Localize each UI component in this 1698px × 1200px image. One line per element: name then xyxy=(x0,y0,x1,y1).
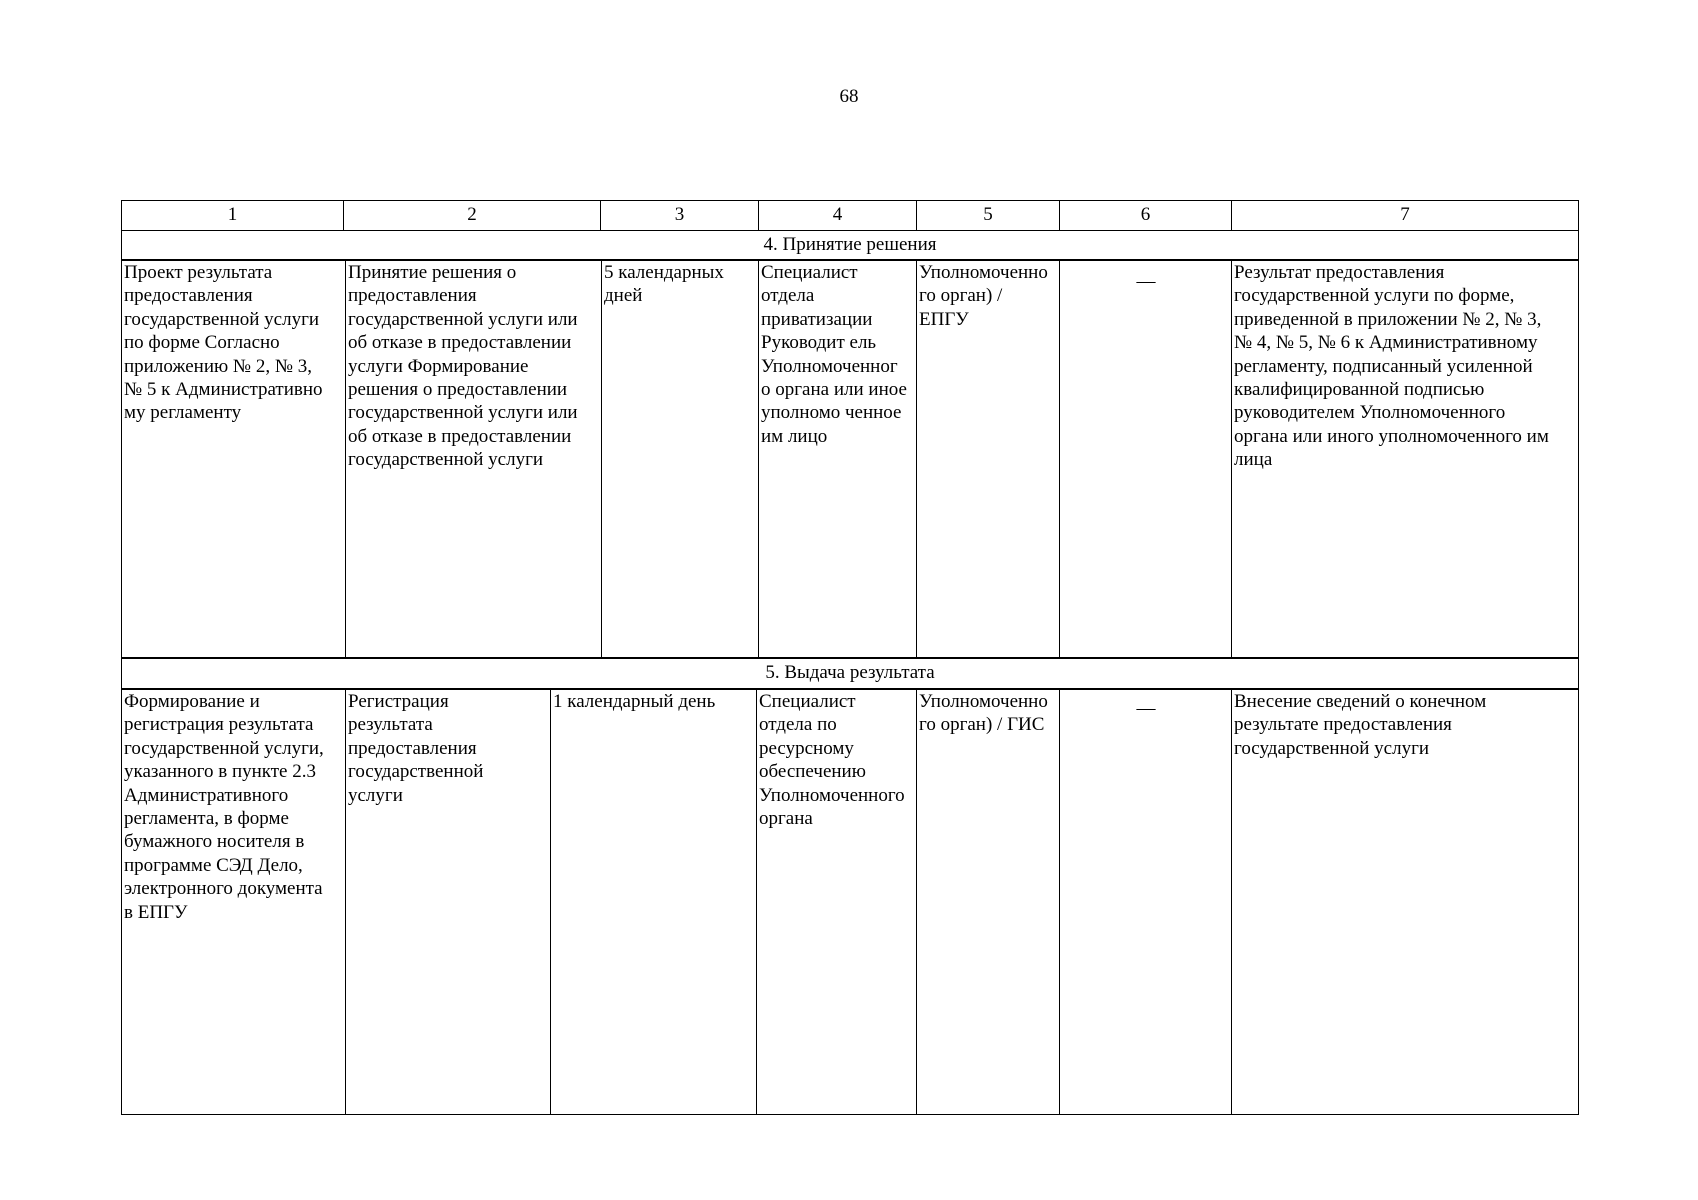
page-number: 68 xyxy=(839,86,859,107)
cell-outcome: Внесение сведений о конечном результате предоставления государственной услуги xyxy=(1231,688,1579,1115)
cell-duration: 1 календарный день xyxy=(550,688,757,1115)
cell-criteria: — xyxy=(1059,688,1232,1115)
cell-result-description: Проект результата предоставления государственной услуги по форме Согласно приложению № 2, № 3, № 5 к Административно му регламенту xyxy=(121,259,346,659)
cell-outcome: Результат предоставления государственной услуги по форме, приведенной в приложении № 2, № 3, № 4, № 5, № 6 к Административному регламенту, подписанный усиленной квалифицированной подписью руководителем Уполномоченного органа или иного уполномоченного им лица xyxy=(1231,259,1579,659)
header-col-5: 5 xyxy=(916,200,1060,231)
cell-duration: 5 календарных дней xyxy=(601,259,759,659)
header-col-3: 3 xyxy=(600,200,759,231)
header-col-6: 6 xyxy=(1059,200,1232,231)
header-col-4: 4 xyxy=(758,200,917,231)
cell-place: Уполномоченно го орган) / ЕПГУ xyxy=(916,259,1060,659)
section-title: 4. Принятие решения xyxy=(121,230,1579,261)
cell-responsible: Специалист отдела приватизации Руководит ель Уполномоченног о органа или иное уполномо ченное им лицо xyxy=(758,259,917,659)
cell-procedure: Принятие решения о предоставления государственной услуги или об отказе в предоставлении услуги Формирование решения о предоставлении государственной услуги или об отказе в предоставлении государственной услуги xyxy=(345,259,602,659)
process-table xyxy=(121,200,1579,1118)
table-row xyxy=(121,259,1579,658)
header-col-2: 2 xyxy=(343,200,601,231)
section-row xyxy=(121,657,1579,689)
cell-result-description: Формирование и регистрация результата государственной услуги, указанного в пункте 2.3 Административного регламента, в форме бумажного носителя в программе СЭД Дело, электронного документа в ЕПГУ xyxy=(121,688,346,1115)
cell-place: Уполномоченно го орган) / ГИС xyxy=(916,688,1060,1115)
header-col-7: 7 xyxy=(1231,200,1579,231)
header-col-1: 1 xyxy=(121,200,344,231)
section-row xyxy=(121,230,1579,260)
cell-criteria: — xyxy=(1059,259,1232,659)
cell-responsible: Специалист отдела по ресурсному обеспечению Уполномоченного органа xyxy=(756,688,917,1115)
table-header-row xyxy=(121,200,1579,231)
section-title: 5. Выдача результата xyxy=(121,657,1579,690)
table-row xyxy=(121,688,1579,1114)
cell-procedure: Регистрация результата предоставления государственной услуги xyxy=(345,688,551,1115)
